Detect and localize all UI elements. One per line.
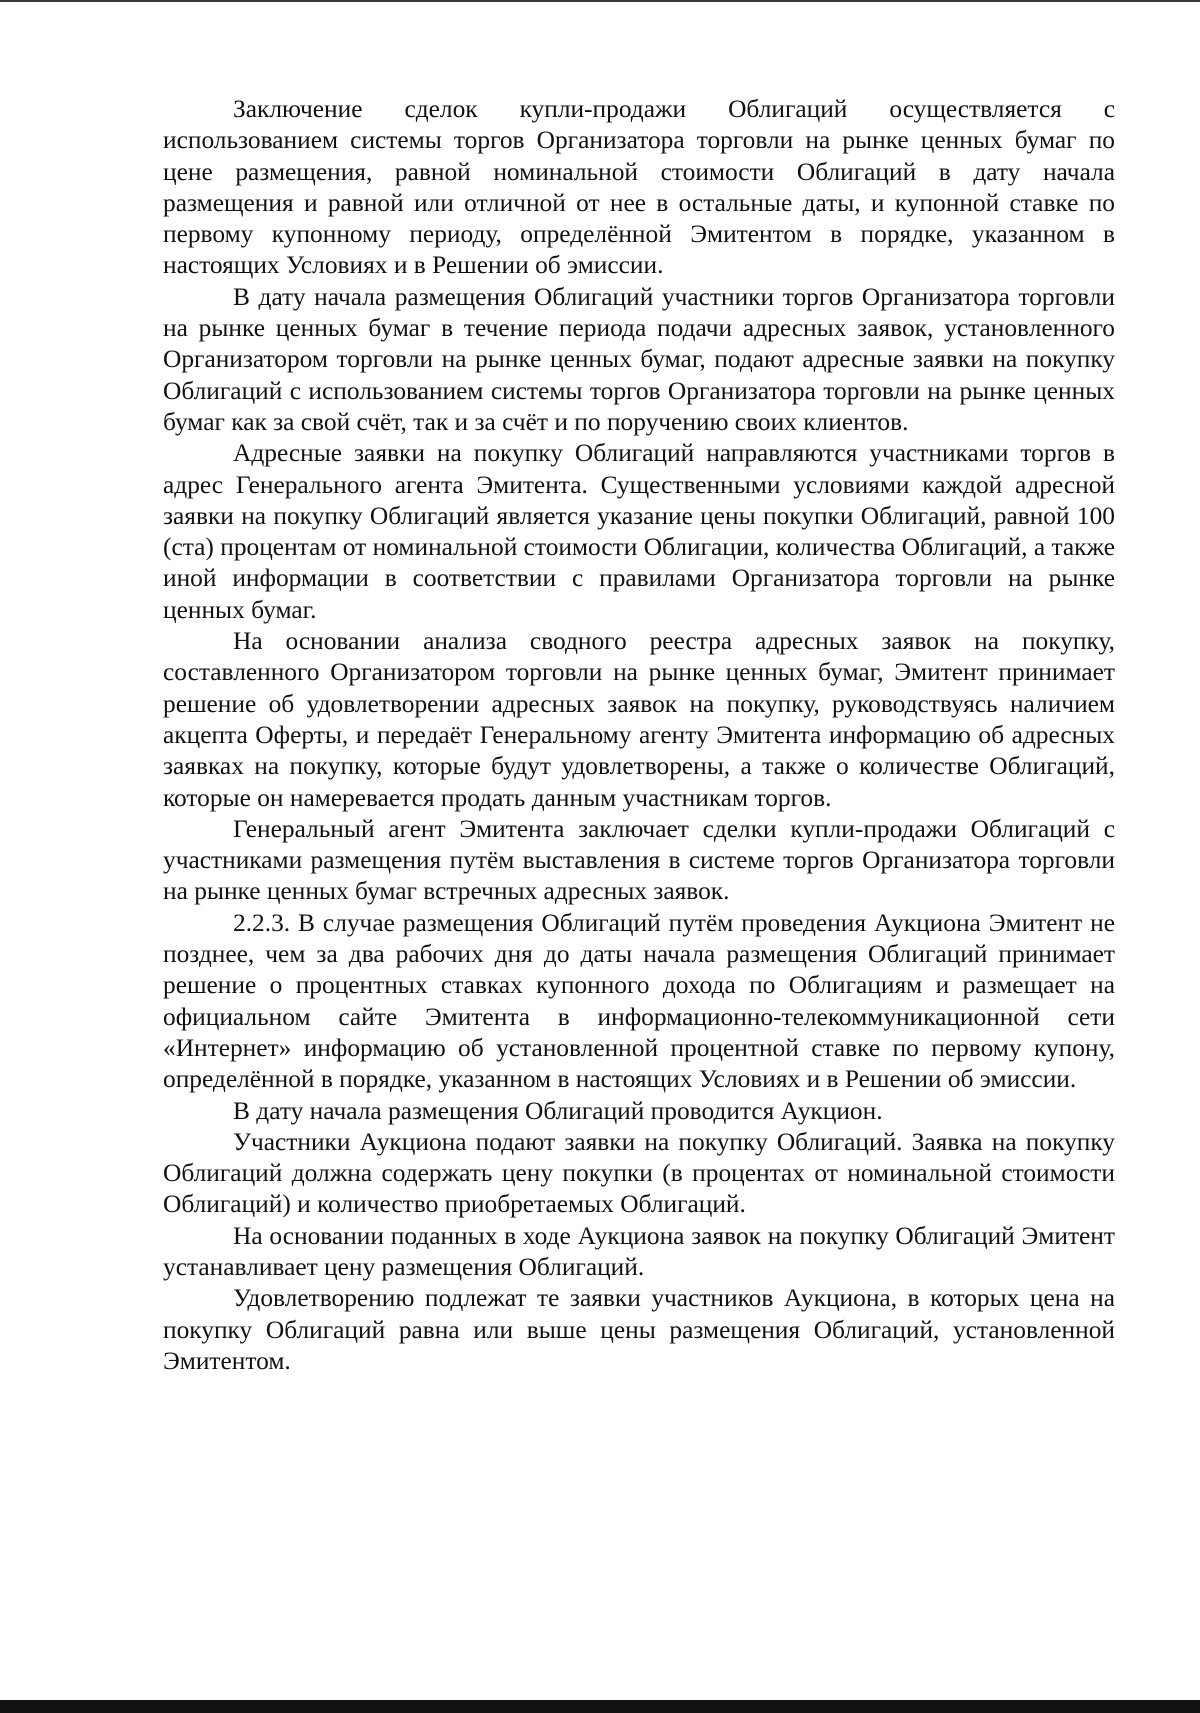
- scan-edge-top: [0, 0, 1200, 2]
- paragraph-placement-start-orders: В дату начала размещения Облигаций участники торгов Организатора торговли на рынке ценных бумаг в течение периода подачи адресных заявок, установленного Организатором торговли на рынке ценных бумаг, подают адресные заявки на покупку Облигаций с использованием системы торгов Организатора торговли на рынке ценных бумаг как за свой счёт, так и за счёт и по поручению своих клиентов.: [163, 282, 1115, 436]
- scan-edge-bottom: [0, 1700, 1200, 1713]
- paragraph-auction-held: В дату начала размещения Облигаций проводится Аукцион.: [233, 1096, 883, 1125]
- paragraph-section-2-2-3: 2.2.3. В случае размещения Облигаций путём проведения Аукциона Эмитент не позднее, чем за два рабочих дня до даты начала размещения Облигаций принимает решение о процентных ставках купонного дохода по Облигациям и размещает на официальном сайте Эмитента в информационно-телекоммуникационной сети «Интернет» информацию об установленной процентной ставке по первому купону, определённой в порядке, указанном в настоящих Условиях и в Решении об эмиссии.: [163, 908, 1115, 1094]
- paragraph-address-orders: Адресные заявки на покупку Облигаций направляются участниками торгов в адрес Генерального агента Эмитента. Существенными условиями каждой адресной заявки на покупку Облигаций является указание цены покупки Облигаций, равной 100 (ста) процентам от номинальной стоимости Облигации, количества Облигаций, а также иной информации в соответствии с правилами Организатора торговли на рынке ценных бумаг.: [163, 439, 1115, 624]
- paragraph-register-analysis: На основании анализа сводного реестра адресных заявок на покупку, составленного Организатором торговли на рынке ценных бумаг, Эмитент принимает решение об удовлетворении адресных заявок на покупку, руководствуясь наличием акцепта Оферты, и передаёт Генеральному агенту Эмитента информацию об адресных заявках на покупку, которые будут удовлетворены, а также о количестве Облигаций, которые он намеревается продать данным участникам торгов.: [163, 627, 1115, 812]
- paragraph-deal-conclusion: Заключение сделок купли-продажи Облигаций осуществляется с использованием системы торгов Организатора торговли на рынке ценных бумаг по цене размещения, равной номинальной стоимости Облигаций в дату начала размещения и равной или отличной от нее в остальные даты, и купонной ставке по первому купонному периоду, определённой Эмитентом в порядке, указанном в настоящих Условиях и в Решении об эмиссии.: [163, 95, 1115, 280]
- paragraph-placement-price: На основании поданных в ходе Аукциона заявок на покупку Облигаций Эмитент устанавливает цену размещения Облигаций.: [163, 1221, 1115, 1281]
- paragraph-auction-participants: Участники Аукциона подают заявки на покупку Облигаций. Заявка на покупку Облигаций должна содержать цену покупки (в процентах от номинальной стоимости Облигаций) и количество приобретаемых Облигаций.: [163, 1127, 1115, 1219]
- paragraph-satisfied-orders: Удовлетворению подлежат те заявки участников Аукциона, в которых цена на покупку Облигаций равна или выше цены размещения Облигаций, установленной Эмитентом.: [163, 1284, 1115, 1375]
- paragraph-general-agent: Генеральный агент Эмитента заключает сделки купли-продажи Облигаций с участниками размещения путём выставления в системе торгов Организатора торговли на рынке ценных бумаг встречных адресных заявок.: [163, 814, 1115, 906]
- document-body: [163, 94, 1115, 1377]
